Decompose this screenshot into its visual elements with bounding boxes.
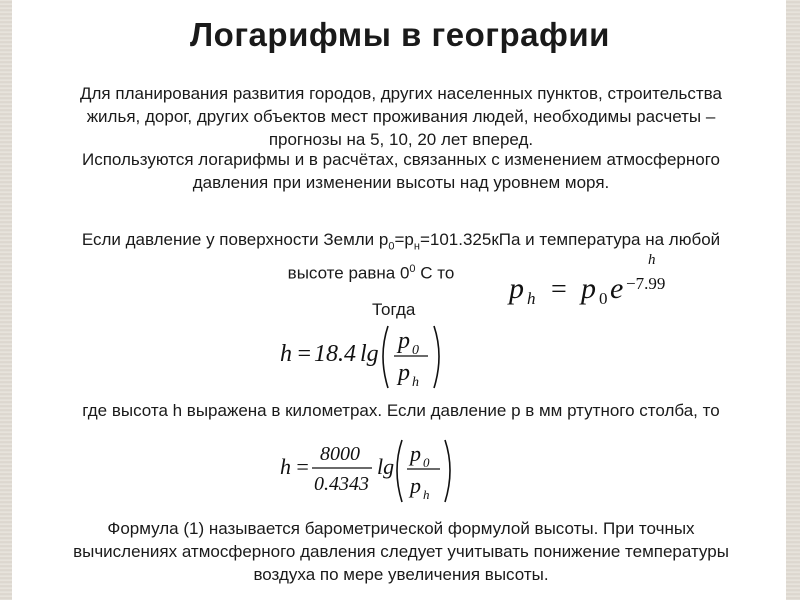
formula-exponential-pressure [505, 252, 695, 314]
formula-equals: = [551, 274, 567, 305]
formula-base: e [610, 272, 624, 305]
formula-symbol: p [410, 441, 421, 466]
paragraph-line: воздуха по мере увеличения высоты. [253, 565, 549, 584]
left-paren [397, 440, 402, 502]
formula-lg: lg [360, 341, 379, 367]
formula-subscript: h [423, 487, 430, 502]
text-fragment: =101.325кПа и температура на любой [419, 230, 721, 249]
formula-fraction-numerator: 8000 [320, 443, 360, 465]
text-fragment: Если давление у поверхности Земли p [81, 230, 389, 249]
formula-subscript: 0 [412, 343, 419, 358]
formula-lg: lg [377, 454, 395, 479]
left-decorative-border [0, 0, 12, 600]
paragraph-units: где высота h выражена в километрах. Если давление p в мм ртутного столба, то [82, 401, 720, 420]
paragraph-pressure-usage [40, 148, 762, 194]
formula-subscript: h [527, 289, 536, 308]
right-paren [445, 440, 450, 502]
paragraph-line: Формула (1) называется барометрической формулой высоты. При точных [107, 519, 695, 538]
superscript: 0 [409, 263, 416, 276]
text-fragment: высоте равна 0 [287, 264, 410, 284]
paragraph-line: жилья, дорог, других объектов мест проживания людей, необходимы расчеты – [86, 107, 716, 126]
paragraph-line: Используются логарифмы и в расчётах, связанных с изменением атмосферного [82, 150, 720, 169]
formula-exponent-denominator: −7.99 [626, 274, 666, 293]
formula-height-kpa [280, 318, 460, 396]
paragraph-barometric [40, 517, 762, 586]
paragraph-line: вычислениях атмосферного давления следует учитывать понижение температуры [73, 542, 729, 561]
text-fragment: =p [394, 230, 414, 249]
formula-subscript: 0 [423, 455, 430, 470]
formula-coefficient: 18.4 [314, 341, 356, 367]
paragraph-line: Для планирования развития городов, других населенных пунктов, строительства [80, 84, 722, 103]
subscript: 0 [388, 240, 395, 253]
formula-symbol: p [398, 360, 410, 386]
formula-subscript: 0 [599, 289, 608, 308]
right-paren [434, 326, 439, 388]
label-then: Тогда [372, 300, 416, 319]
formula-equals: = [296, 341, 313, 367]
formula-symbol: p [509, 272, 524, 305]
paragraph-planning [40, 82, 762, 151]
formula-symbol: p [581, 272, 596, 305]
paragraph-line: прогнозы на 5, 10, 20 лет вперед. [268, 130, 534, 149]
formula-symbol: p [398, 328, 410, 354]
text-fragment: С то [415, 264, 455, 284]
formula-symbol: h [280, 341, 292, 367]
formula-symbol: h [280, 454, 291, 479]
formula-exponent-numerator: h [648, 252, 656, 268]
paragraph-line: давления при изменении высоты над уровнем моря. [192, 173, 610, 192]
slide-title: Логарифмы в географии [190, 16, 610, 53]
left-paren [383, 326, 388, 388]
subscript: н [413, 240, 420, 253]
right-decorative-border [786, 0, 800, 600]
formula-symbol: p [410, 473, 421, 498]
formula-fraction-denominator: 0.4343 [314, 473, 369, 495]
formula-equals: = [295, 454, 310, 479]
formula-height-mmhg [280, 432, 470, 510]
formula-subscript: h [412, 375, 419, 390]
